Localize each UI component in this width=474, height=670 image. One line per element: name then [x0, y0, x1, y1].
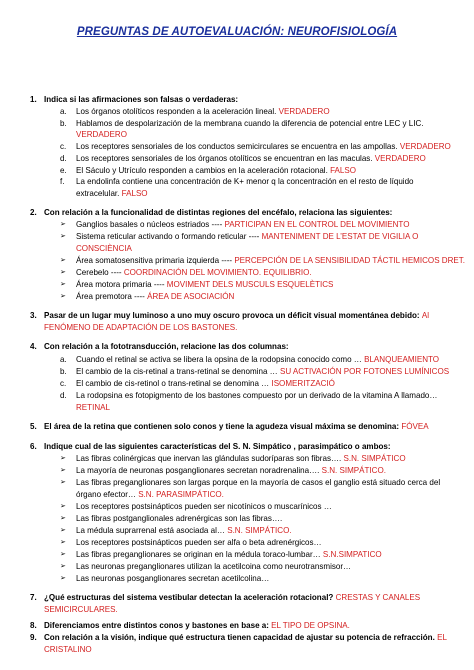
- question-3: Pasar de un lugar muy luminoso a uno muy oscuro provoca un déficit visual momentánea debido: Al: [44, 311, 429, 320]
- q2-item: Área premotora ---- ÁREA DE ASOCIACIÓN: [76, 292, 235, 301]
- q6-item-cont: órgano efector… S.N. PARASIMPÁTICO.: [76, 490, 224, 499]
- q6-item: La mayoría de neuronas posganglionares secretan noradrenalina…. S.N. SIMPÁTICO.: [76, 466, 386, 475]
- question-number: 7.: [30, 593, 37, 602]
- q1-item-b: Hablamos de despolarización de la membrana cuando la diferencia de potencial entre LEC y LIC.: [76, 119, 424, 128]
- question-5: El área de la retina que contienen solo conos y tiene la agudeza visual máxima se denomina: FÓVEA: [44, 422, 429, 431]
- question-2: Con relación a la funcionalidad de distintas regiones del encéfalo, relaciona las siguientes:: [44, 208, 393, 217]
- bullet-icon: ➢: [60, 575, 66, 582]
- q6-item: Las fibras preganglionares son largas porque en la mayoría de casos el ganglio está situado cerca del: [76, 478, 441, 487]
- q1-item-c: Los receptores sensoriales de los conductos semicirculares se encuentra en las ampollas. VERDADERO: [76, 142, 451, 151]
- question-9: Con relación a la visión, indique qué estructura tienen capacidad de ajustar su potencia de refracción. EL: [44, 633, 447, 642]
- item-marker: f.: [60, 177, 65, 186]
- item-marker: b.: [60, 367, 67, 376]
- bullet-icon: ➢: [60, 233, 66, 240]
- question-number: 8.: [30, 621, 37, 630]
- q6-item: Los receptores postsinápticos pueden ser alfa o beta adrenérgicos…: [76, 538, 322, 547]
- q2-item: Cerebelo ---- COORDINACIÓN DEL MOVIMIENTO. EQUILIBRIO.: [76, 268, 312, 277]
- q4-item-a: Cuando el retinal se activa se libera la opsina de la rodopsina conocido como … BLANQUEAMIENTO: [76, 355, 440, 364]
- q1-item-f-cont: extracelular. FALSO: [76, 189, 148, 198]
- q6-item: Los receptores postsinápticos pueden ser nicotínicos o muscarínicos …: [76, 502, 332, 511]
- question-number: 1.: [30, 95, 37, 104]
- page-title: PREGUNTAS DE AUTOEVALUACIÓN: NEUROFISIOLOGÍA: [76, 26, 398, 38]
- q6-item: Las fibras preganglionares se originan en la médula toraco-lumbar… S.N.SIMPATICO: [76, 550, 382, 559]
- q1-item-a: Los órganos otolíticos responden a la aceleración lineal. VERDADERO: [76, 107, 330, 116]
- question-3-answer: FENÓMENO DE ADAPTACIÓN DE LOS BASTONES.: [44, 323, 238, 332]
- q1-item-d: Los receptores sensoriales de los órganos otolíticos se encuentran en las maculas. VERDADERO: [76, 154, 426, 163]
- item-marker: b.: [60, 119, 67, 128]
- question-7-answer: SEMICIRCULARES.: [44, 605, 118, 614]
- bullet-icon: ➢: [60, 293, 66, 300]
- q2-item-cont: CONSCIÈNCIA: [76, 244, 132, 253]
- q1-item-f: La endolinfa contiene una concentración de K+ menor q la concentración en el resto de líquido: [76, 177, 414, 186]
- question-1: Indica si las afirmaciones son falsas o verdaderas:: [44, 95, 239, 104]
- q4-item-c: El cambio de cis-retinol o trans-retinal se denomina … ISOMERITZACIÓ: [76, 379, 335, 388]
- bullet-icon: ➢: [60, 563, 66, 570]
- question-number: 9.: [30, 633, 37, 642]
- bullet-icon: ➢: [60, 479, 66, 486]
- question-number: 2.: [30, 208, 37, 217]
- bullet-icon: ➢: [60, 269, 66, 276]
- q6-item: Las neuronas posganglionares secretan acetilcolina…: [76, 574, 270, 583]
- item-marker: c.: [60, 142, 67, 151]
- bullet-icon: ➢: [60, 503, 66, 510]
- q6-item: Las fibras colinérgicas que inervan las glándulas sudoríparas son fibras…. S.N. SIMPÁTICO: [76, 454, 406, 463]
- question-number: 6.: [30, 442, 37, 451]
- item-marker: a.: [60, 355, 67, 364]
- item-marker: c.: [60, 379, 67, 388]
- item-marker: e.: [60, 166, 67, 175]
- q6-item: La médula suprarrenal está asociada al… S.N. SIMPÁTICO.: [76, 526, 292, 535]
- bullet-icon: ➢: [60, 281, 66, 288]
- q1-item-e: El Sáculo y Utrículo responden a cambios en la aceleración rotacional. FALSO: [76, 166, 357, 175]
- question-6: Indique cual de las siguientes características del S. N. Simpático , parasimpático o ambos:: [44, 442, 391, 451]
- bullet-icon: ➢: [60, 539, 66, 546]
- q2-item: Sistema reticular activando o formando reticular ---- MANTENIMENT DE L’ESTAT DE VIGILIA O: [76, 232, 419, 241]
- question-number: 5.: [30, 422, 37, 431]
- q6-item: Las fibras postganglionales adrenérgicas son las fibras….: [76, 514, 283, 523]
- question-number: 3.: [30, 311, 37, 320]
- item-marker: d.: [60, 391, 67, 400]
- bullet-icon: ➢: [60, 551, 66, 558]
- q2-item: Área somatosensitiva primaria izquierda ---- PERCEPCIÓN DE LA SENSIBILIDAD TÁCTIL HEMICOS DRET.: [76, 256, 466, 265]
- q4-item-d: La rodopsina es fotopigmento de los bastones compuesto por un derivado de la vitamina A llamado…: [76, 391, 438, 400]
- question-4: Con relación a la fototransducción, relacione las dos columnas:: [44, 342, 289, 351]
- q4-item-b: El cambio de la cis-retinal a trans-retinal se denomina … SU ACTIVACIÓN POR FOTONES LUMÍNICOS: [76, 367, 450, 376]
- question-9-answer: CRISTALINO: [44, 645, 92, 654]
- item-marker: a.: [60, 107, 67, 116]
- bullet-icon: ➢: [60, 527, 66, 534]
- q1-item-b-cont: VERDADERO: [76, 130, 127, 139]
- bullet-icon: ➢: [60, 455, 66, 462]
- bullet-icon: ➢: [60, 467, 66, 474]
- bullet-icon: ➢: [60, 515, 66, 522]
- item-marker: d.: [60, 154, 67, 163]
- question-7: ¿Qué estructuras del sistema vestibular detectan la aceleración rotacional? CRESTAS Y CANALES: [44, 593, 421, 602]
- q6-item: Las neuronas preganglionares utilizan la acetilcoina como neurotransmisor…: [76, 562, 352, 571]
- question-number: 4.: [30, 342, 37, 351]
- q2-item: Área motora primaria ---- MOVIMENT DELS MUSCULS ESQUELÈTICS: [76, 280, 334, 289]
- q4-item-d-cont: RETINAL: [76, 403, 110, 412]
- q2-item: Ganglios basales o núcleos estriados ---- PARTICIPAN EN EL CONTROL DEL MOVIMIENTO: [76, 220, 410, 229]
- bullet-icon: ➢: [60, 257, 66, 264]
- bullet-icon: ➢: [60, 221, 66, 228]
- question-8: Diferenciamos entre distintos conos y bastones en base a: EL TIPO DE OPSINA.: [44, 621, 350, 630]
